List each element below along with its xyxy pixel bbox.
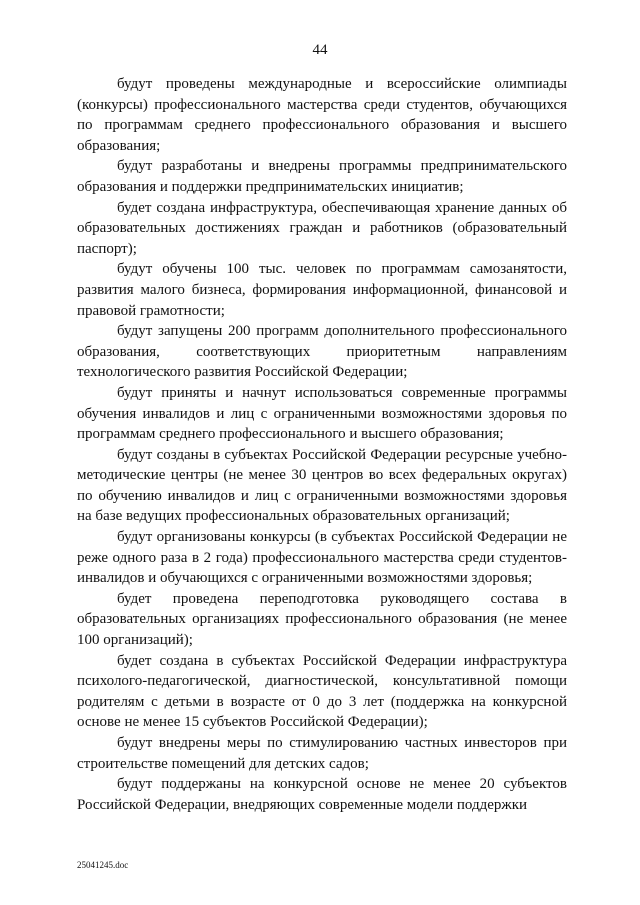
paragraph: будут приняты и начнут использоваться современные программы обучения инвалидов и лиц с ограниченными возможностями здоровья по программам среднего профессионального и высшего образования; bbox=[77, 384, 567, 443]
paragraph: будут обучены 100 тыс. человек по программам самозанятости, развития малого бизнеса, формирования информационной, финансовой и правовой грамотности; bbox=[77, 261, 567, 319]
document-body bbox=[77, 74, 567, 815]
paragraph: будут внедрены меры по стимулированию частных инвесторов при строительстве помещений для детских садов; bbox=[77, 735, 567, 772]
paragraph: будут организованы конкурсы (в субъектах Российской Федерации не реже одного раза в 2 года) профессионального мастерства среди студентов-инвалидов и обучающихся с ограниченными возможностями здоровья; bbox=[77, 529, 567, 587]
page-number: 44 bbox=[312, 42, 328, 58]
paragraph: будет создана инфраструктура, обеспечивающая хранение данных об образовательных достижениях граждан и работников (образовательный паспорт); bbox=[77, 199, 567, 257]
file-name-footer: 25041245.doc bbox=[77, 860, 129, 870]
paragraph: будет проведена переподготовка руководящего состава в образовательных организациях профессионального образования (не менее 100 организаций); bbox=[77, 590, 567, 649]
paragraph: будут разработаны и внедрены программы предпринимательского образования и поддержки предпринимательских инициатив; bbox=[77, 158, 567, 195]
paragraph: будут созданы в субъектах Российской Федерации ресурсные учебно-методические центры (не менее 30 центров во всех федеральных округах) по обучению инвалидов и лиц с ограниченными возможностями здоровья на базе ведущих профессиональных образовательных организаций; bbox=[77, 446, 567, 525]
paragraph: будут запущены 200 программ дополнительного профессионального образования, соответствующих приоритетным направлениям технологического развития Российской Федерации; bbox=[77, 323, 567, 381]
paragraph: будут поддержаны на конкурсной основе не менее 20 субъектов Российской Федерации, внедряющих современные модели поддержки bbox=[77, 776, 567, 813]
paragraph: будет создана в субъектах Российской Федерации инфраструктура психолого-педагогической, диагностической, консультативной помощи родителям с детьми в возрасте от 0 до 3 лет (поддержка на конкурсной основе не менее 15 субъектов Российской Федерации); bbox=[77, 652, 567, 731]
paragraph: будут проведены международные и всероссийские олимпиады (конкурсы) профессионального мастерства среди студентов, обучающихся по программам среднего профессионального образования и высшего образования; bbox=[77, 76, 567, 154]
